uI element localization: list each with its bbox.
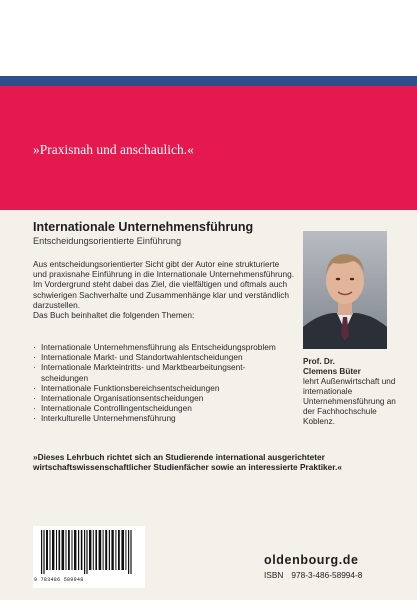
- list-item: [33, 352, 295, 362]
- bullet-icon: ·: [33, 362, 36, 373]
- topic-label: Internationale Unternehmensführung als Entscheidungsproblem: [41, 342, 276, 352]
- book-subtitle: Entscheidungsorientierte Einführung: [33, 236, 182, 246]
- author-bio: lehrt Außenwirtschaft und internationale Unternehmensführung an der Fachhochschule Koblenz.: [303, 377, 396, 426]
- bullet-icon: ·: [33, 342, 36, 352]
- book-title: Internationale Unternehmensführung: [33, 220, 254, 234]
- author-name: Clemens Büter: [303, 367, 361, 376]
- topic-label: Interkulturelle Unternehmensführung: [41, 413, 176, 424]
- list-item: [33, 362, 295, 382]
- intro-text: [33, 259, 295, 320]
- topics-list: [33, 342, 295, 424]
- intro-paragraph: Aus entscheidungsorientierter Sicht gibt der Autor eine strukturierte und praxisnahe Einführung in die Internationale Unternehmensführung.: [33, 259, 295, 280]
- author-title: Prof. Dr.: [303, 357, 335, 366]
- topic-label-continued: scheidungen: [41, 372, 89, 383]
- list-item: [33, 342, 295, 352]
- navy-stripe: [0, 76, 417, 86]
- audience-quote: »Dieses Lehrbuch richtet sich an Studierende international ausgerichteter wirtschaftswissenschaftlicher Studienfächer sowie an interessierte Praktiker.«: [33, 452, 342, 473]
- bullet-icon: ·: [33, 393, 36, 404]
- bullet-icon: ·: [33, 403, 36, 414]
- isbn-number: 978-3-486-58994-8: [291, 570, 363, 580]
- list-item: [33, 413, 295, 423]
- topic-label: Internationale Controllingentscheidungen: [41, 403, 192, 414]
- isbn: [264, 570, 362, 580]
- intro-paragraph: Das Buch beinhaltet die folgenden Themen:: [33, 310, 195, 321]
- bullet-icon: ·: [33, 413, 36, 424]
- bullet-icon: ·: [33, 382, 36, 393]
- author-portrait-image: [303, 231, 387, 349]
- intro-paragraph: Im Vordergrund steht dabei das Ziel, die vielfältigen und oftmals auch schwierigen Sachverhalte und Zusammenhänge klar und verständlich darzustellen.: [33, 279, 289, 310]
- slogan: »Praxisnah und anschaulich.«: [33, 142, 194, 157]
- list-item: [33, 383, 295, 393]
- top-margin: [0, 0, 417, 76]
- topic-label: Internationale Markt- und Standortwahlentscheidungen: [41, 352, 243, 363]
- isbn-label: ISBN: [264, 570, 284, 580]
- topic-label: Internationale Organisationsentscheidungen: [41, 393, 204, 404]
- barcode-digits: 9 783486 589948: [34, 577, 84, 583]
- publisher-url[interactable]: oldenbourg.de: [264, 553, 359, 567]
- barcode-icon: [33, 526, 145, 576]
- author-photo: [303, 231, 387, 349]
- topic-label: Internationale Markteintritts- und Marktbearbeitungsent-: [41, 362, 246, 373]
- author-info: [303, 357, 403, 427]
- bullet-icon: ·: [33, 352, 36, 363]
- topic-label: Internationale Funktionsbereichsentscheidungen: [41, 382, 220, 393]
- list-item: [33, 393, 295, 403]
- list-item: [33, 403, 295, 413]
